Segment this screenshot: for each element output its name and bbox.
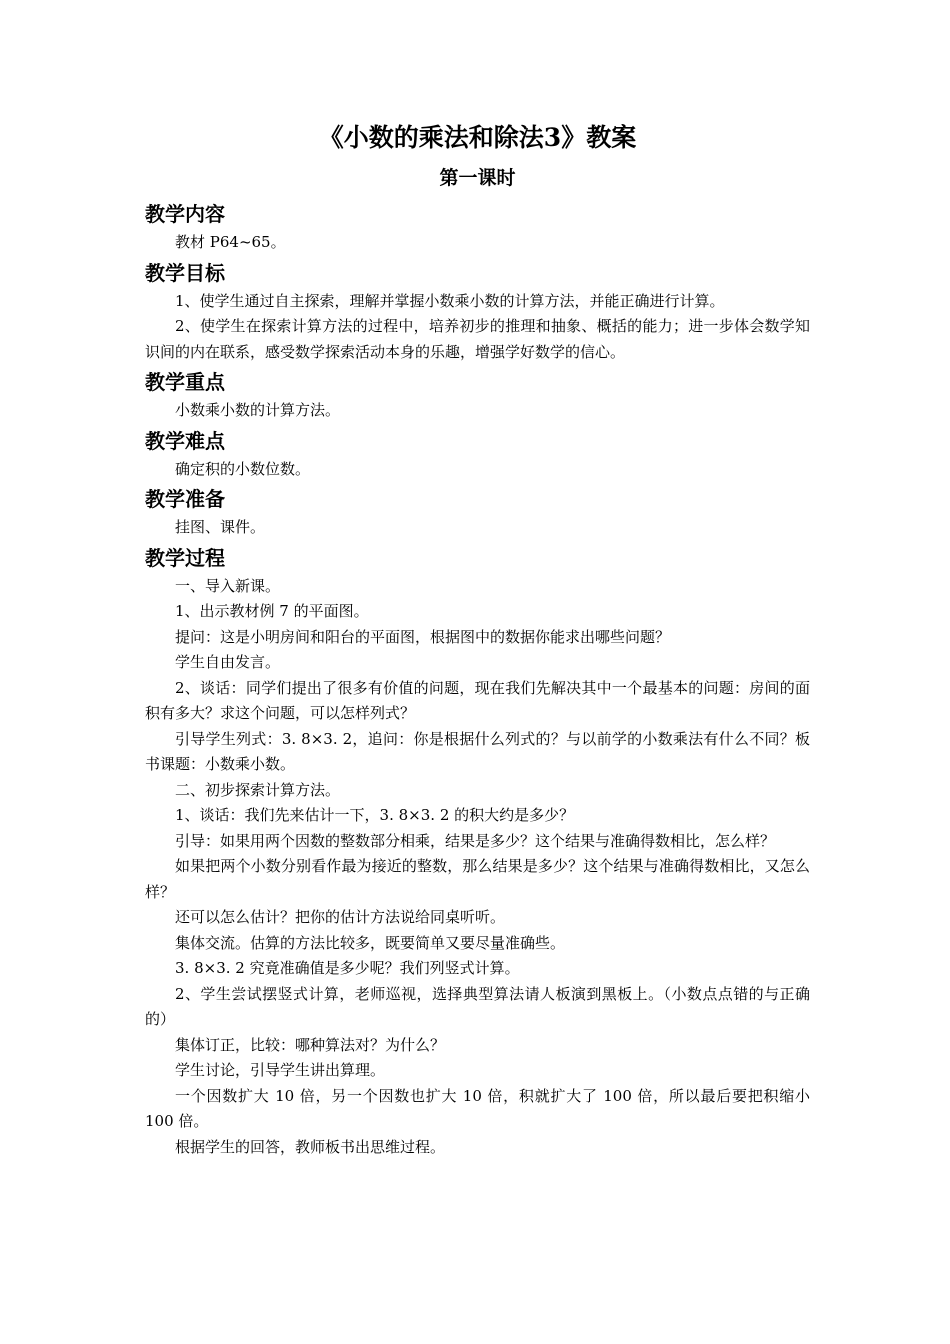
section-key-points — [145, 366, 810, 424]
paragraph: 3. 8×3. 2 究竟准确值是多少呢？我们列竖式计算。 — [175, 959, 520, 977]
paragraph: 2、学生尝试摆竖式计算，老师巡视，选择典型算法请人板演到黑板上。（小数点点错的与正确的） — [145, 984, 810, 1028]
paragraph: 还可以怎么估计？把你的估计方法说给同桌听听。 — [175, 908, 506, 926]
section-difficulties — [145, 425, 810, 483]
paragraph: 1、出示教材例 7 的平面图。 — [175, 602, 369, 620]
section-preparation — [145, 483, 810, 541]
document-title: 《小数的乘法和除法3》教案 — [318, 123, 637, 152]
paragraph: 引导：如果用两个因数的整数部分相乘，结果是多少？这个结果与准确得数相比，怎么样？ — [175, 831, 776, 850]
section-heading: 教学准备 — [145, 487, 225, 511]
paragraph: 学生讨论，引导学生讲出算理。 — [175, 1061, 386, 1079]
paragraph: 集体交流。估算的方法比较多，既要简单又要尽量准确些。 — [175, 933, 566, 952]
section-heading: 教学重点 — [145, 370, 225, 394]
paragraph: 教材 P64~65。 — [175, 233, 286, 251]
section-heading: 教学内容 — [145, 202, 225, 226]
paragraph: 2、谈话：同学们提出了很多有价值的问题，现在我们先解决其中一个最基本的问题：房间的面积有多大？求这个问题，可以怎样列式？ — [145, 678, 810, 722]
document-body — [145, 120, 810, 1161]
paragraph: 如果把两个小数分别看作最为接近的整数，那么结果是多少？这个结果与准确得数相比，又怎么样？ — [145, 857, 810, 901]
section-heading: 教学难点 — [145, 428, 225, 453]
paragraph: 提问：这是小明房间和阳台的平面图，根据图中的数据你能求出哪些问题？ — [175, 627, 671, 646]
paragraph: 确定积的小数位数。 — [175, 459, 311, 478]
paragraph: 1、使学生通过自主探索，理解并掌握小数乘小数的计算方法，并能正确进行计算。 — [175, 291, 725, 310]
paragraph: 小数乘小数的计算方法。 — [175, 401, 341, 419]
paragraph: 引导学生列式：3. 8×3. 2，追问：你是根据什么列式的？与以前学的小数乘法有什么不同？板书课题：小数乘小数。 — [145, 729, 810, 773]
section-heading: 教学目标 — [145, 260, 225, 285]
paragraph: 1、谈话：我们先来估计一下，3. 8×3. 2 的积大约是多少？ — [175, 806, 575, 824]
paragraph: 2、使学生在探索计算方法的过程中，培养初步的推理和抽象、概括的能力；进一步体会数学知识间的内在联系，感受数学探索活动本身的乐趣，增强学好数学的信心。 — [145, 317, 810, 361]
section-objectives — [145, 257, 810, 366]
paragraph: 学生自由发言。 — [175, 653, 281, 671]
paragraph: 一、导入新课。 — [175, 576, 281, 595]
section-heading: 教学过程 — [145, 545, 225, 570]
paragraph: 根据学生的回答，教师板书出思维过程。 — [175, 1137, 446, 1156]
section-process — [145, 542, 810, 1161]
paragraph: 挂图、课件。 — [175, 518, 266, 536]
document-subtitle: 第一课时 — [439, 167, 516, 189]
paragraph: 一个因数扩大 10 倍，另一个因数也扩大 10 倍，积就扩大了 100 倍，所以最后要把积缩小 100 倍。 — [145, 1086, 810, 1130]
section-content — [145, 198, 810, 256]
paragraph: 二、初步探索计算方法。 — [175, 780, 341, 799]
paragraph: 集体订正，比较：哪种算法对？为什么？ — [175, 1035, 446, 1054]
